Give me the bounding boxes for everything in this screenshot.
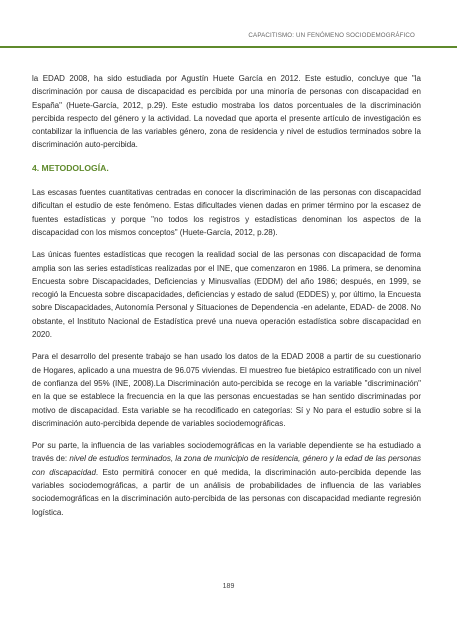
section-heading: 4. METODOLOGÍA. [32, 162, 109, 173]
running-header: CAPACITISMO: UN FENÓMENO SOCIODEMOGRÁFICO [248, 32, 415, 39]
page-body [32, 72, 421, 528]
header-rule [0, 46, 457, 48]
paragraph-variables-italic: nivel de estudios terminados, la zona de municipio de residencia, género y la edad de las personas con discapacidad [32, 454, 421, 477]
paragraph-sources: Las escasas fuentes cuantitativas centradas en conocer la discriminación de las personas con discapacidad dificultan el estudio de este fenómeno. Estas dificultades vienen dadas en primer término por la escasez de fuentes estadísticas y porque "no todos los registros y estadísticas denominan los aspectos de la discapacidad con los mismos conceptos" (Huete-García, 2012, p.28). [32, 188, 421, 237]
paragraph-data: Para el desarrollo del presente trabajo se han usado los datos de la EDAD 2008 a partir de su cuestionario de Hogares, aplicado a una muestra de 96.075 viviendas. El muestreo fue bietápico estratificado con un nivel de confianza del 95% (INE, 2008).La Discriminación auto-percibida se recoge en la variable "discriminación" en la que se establece la frecuencia en la que las personas encuestadas se han sentido discriminadas por motivo de discapacidad. Esta variable se ha recodificado en categorías: Sí y No para el estudio sobre si la discriminación auto-percibida depende de variables sociodemográficas. [32, 352, 421, 428]
paragraph-intro: la EDAD 2008, ha sido estudiada por Agustín Huete García en 2012. Este estudio, concluye que "la discriminación por causa de discapacidad es percibida por una minoría de personas con discapacidad en España" (Huete-García, 2012, p.29). Este estudio mostraba los datos porcentuales de la discriminación percibida respecto del género y la actividad. La novedad que aporta el presente artículo de investigación es contabilizar la influencia de las variables género, zona de residencia y nivel de estudios terminados sobre la discriminación auto-percibida. [32, 74, 421, 150]
page-number: 189 [222, 583, 235, 590]
paragraph-ine-series: Las únicas fuentes estadísticas que recogen la realidad social de las personas con discapacidad de forma amplia son las series estadísticas realizadas por el INE, que comenzaron en 1986. La primera, se denomina Encuesta sobre Discapacidades, Deficiencias y Minusvalías (EDDM) del año 1986; después, en 1999, se recogió la Encuesta sobre discapacidades, deficiencias y estado de salud (EDDES) y, por último, la Encuesta sobre Discapacidades, Autonomía Personal y Situaciones de Dependencia -en adelante, EDAD- de 2008. No obstante, el Instituto Nacional de Estadística prevé una nueva operación estadística sobre discapacidad en 2020. [32, 250, 421, 340]
paragraph-variables-part1: Por su parte, la influencia de las variables sociodemográficas en la variable dependiente se ha estudiado a través de: [32, 441, 421, 464]
paragraph-variables-part3: . Esto permitirá conocer en qué medida, la discriminación auto-percibida depende las variables sociodemográficas, a partir de un análisis de probabilidades de influencia de las variables sociodemográficas en la discriminación auto-percibida de las personas con discapacidad mediante regresión logística. [32, 467, 421, 517]
paragraph-variables [32, 439, 421, 519]
